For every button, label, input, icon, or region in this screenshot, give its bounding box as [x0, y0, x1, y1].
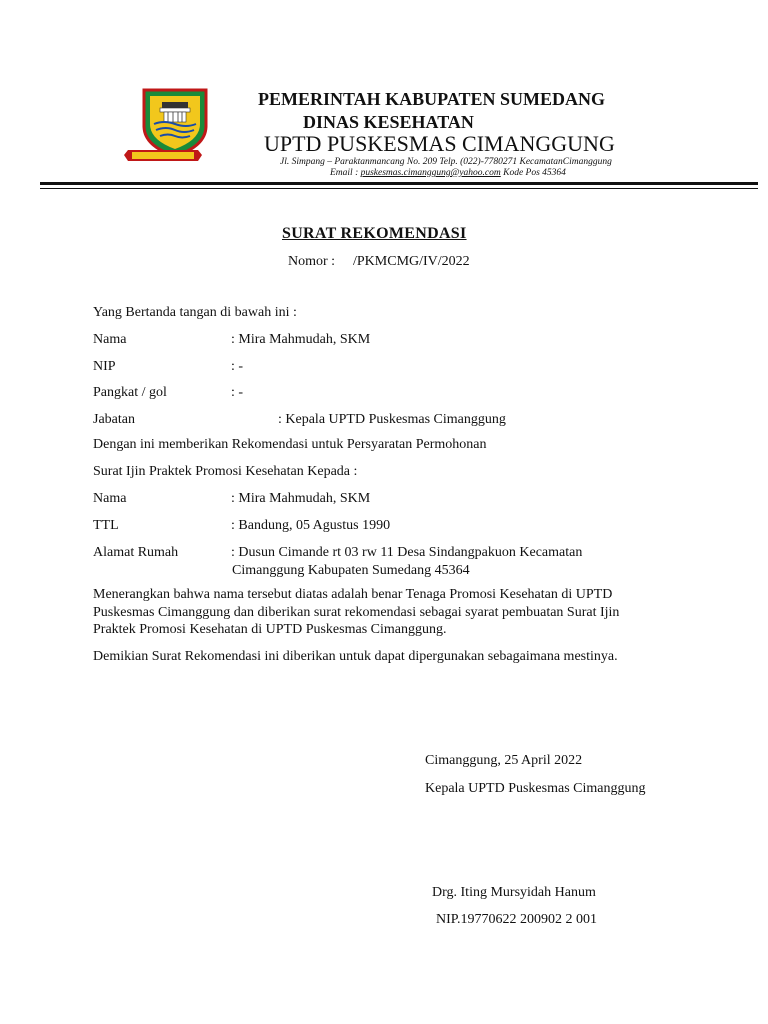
recipient-alamat-label: Alamat Rumah — [93, 545, 179, 560]
recipient-alamat-line1: : Dusun Cimande rt 03 rw 11 Desa Sindangpakuon Kecamatan — [231, 545, 583, 560]
para2-line1: Menerangkan bahwa nama tersebut diatas adalah benar Tenaga Promosi Kesehatan di UPTD — [93, 587, 613, 602]
nomor-value: /PKMCMG/IV/2022 — [353, 254, 470, 269]
para1-line2: Surat Ijin Praktek Promosi Kesehatan Kepada : — [93, 464, 358, 479]
signer-nip-label: NIP — [93, 359, 116, 374]
header-government-name: PEMERINTAH KABUPATEN SUMEDANG — [258, 89, 606, 109]
para1-line1: Dengan ini memberikan Rekomendasi untuk Persyaratan Permohonan — [93, 437, 487, 452]
email-label: Email : — [330, 168, 361, 178]
kabupaten-sumedang-logo — [124, 88, 214, 166]
postal-code: Kode Pos 45364 — [500, 168, 566, 178]
header-rule-thin — [40, 188, 758, 189]
place-date: Cimanggung, 25 April 2022 — [425, 753, 583, 768]
header-rule-thick — [40, 182, 758, 185]
header-address: Jl. Simpang – Paraktanmancang No. 209 Telp. (022)-7780271 KecamatanCimanggung — [280, 157, 612, 167]
signer-pangkat-label: Pangkat / gol — [93, 385, 167, 400]
para2-line2: Puskesmas Cimanggung dan diberikan surat rekomendasi sebagai syarat pembuatan Surat Ijin — [93, 605, 620, 620]
nomor-label: Nomor : — [288, 254, 336, 269]
recipient-ttl-label: TTL — [93, 518, 119, 533]
header-contact — [330, 168, 566, 178]
recipient-nama-label: Nama — [93, 491, 127, 506]
signatory-name: Drg. Iting Mursyidah Hanum — [432, 885, 596, 900]
recipient-alamat-line2: Cimanggung Kabupaten Sumedang 45364 — [232, 563, 470, 578]
closing-paragraph: Demikian Surat Rekomendasi ini diberikan untuk dapat dipergunakan sebagaimana mestinya. — [93, 649, 618, 664]
signer-jabatan-value: : Kepala UPTD Puskesmas Cimanggung — [278, 412, 506, 427]
signer-nama-label: Nama — [93, 332, 127, 347]
signer-jabatan-label: Jabatan — [93, 412, 135, 427]
email-link[interactable]: puskesmas.cimanggung@yahoo.com — [360, 168, 501, 178]
header-department-name: DINAS KESEHATAN — [303, 112, 474, 132]
signer-nip-value: : - — [231, 359, 244, 374]
document-title: SURAT REKOMENDASI — [282, 225, 467, 242]
signer-pangkat-value: : - — [231, 385, 244, 400]
header-institution-name: UPTD PUSKESMAS CIMANGGUNG — [264, 131, 615, 156]
recipient-ttl-value: : Bandung, 05 Agustus 1990 — [231, 518, 391, 533]
para2-line3: Praktek Promosi Kesehatan di UPTD Puskesmas Cimanggung. — [93, 622, 447, 637]
intro-text: Yang Bertanda tangan di bawah ini : — [93, 305, 297, 320]
signature-title: Kepala UPTD Puskesmas Cimanggung — [425, 781, 646, 796]
signatory-nip: NIP.19770622 200902 2 001 — [436, 912, 598, 927]
recipient-nama-value: : Mira Mahmudah, SKM — [231, 491, 371, 506]
signer-nama-value: : Mira Mahmudah, SKM — [231, 332, 371, 347]
